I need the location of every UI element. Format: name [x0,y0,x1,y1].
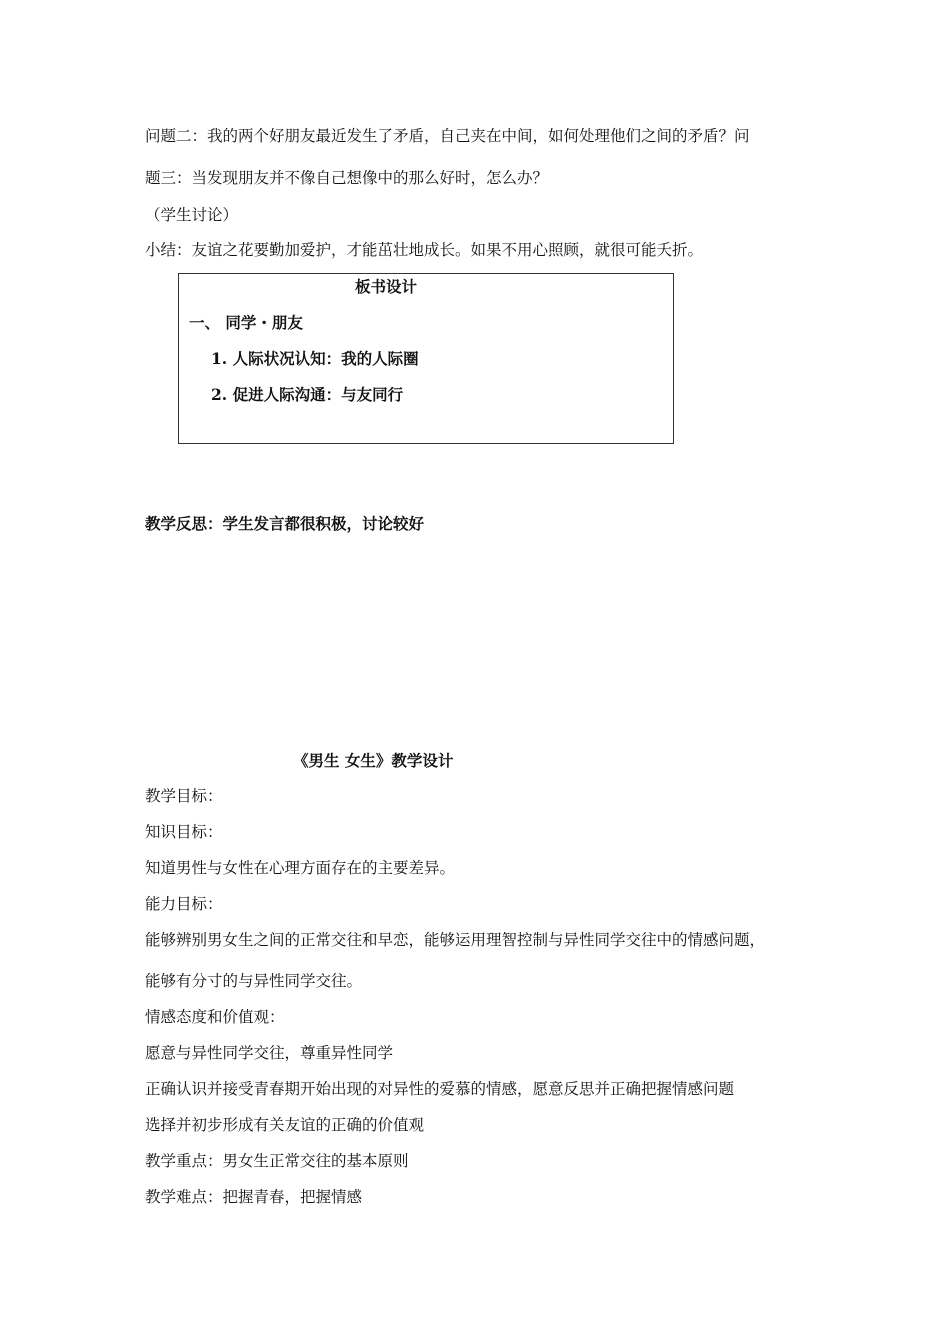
lesson-line: 能力目标： [145,895,223,913]
lesson-line: 教学重点：男女生正常交往的基本原则 [145,1152,409,1170]
question-three-text: 题三：当发现朋友并不像自己想像中的那么好时，怎么办？ [145,169,549,187]
summary-text: 小结：友谊之花要勤加爱护，才能茁壮地成长。如果不用心照顾，就很可能夭折。 [145,241,704,259]
lesson-title: 《男生 女生》教学设计 [293,751,454,770]
blackboard-item: 2. 促进人际沟通：与友同行 [211,385,404,404]
lesson-line: 知道男性与女性在心理方面存在的主要差异。 [145,859,456,877]
lesson-line: 能够有分寸的与异性同学交往。 [145,972,363,990]
blackboard-design-box [178,273,674,444]
lesson-line: 愿意与异性同学交往，尊重异性同学 [145,1044,394,1062]
question-two-text: 问题二：我的两个好朋友最近发生了矛盾，自己夹在中间，如何处理他们之间的矛盾？问 [145,127,750,145]
student-discussion-text: （学生讨论） [145,206,239,224]
lesson-line: 正确认识并接受青春期开始出现的对异性的爱慕的情感，愿意反思并正确把握情感问题 [145,1080,735,1098]
blackboard-section: 一、 同学・朋友 [189,313,303,332]
blackboard-item: 1. 人际状况认知：我的人际圈 [211,349,419,368]
teaching-reflection: 教学反思：学生发言都很积极，讨论较好 [145,514,425,533]
lesson-line: 教学难点：把握青春，把握情感 [145,1188,363,1206]
blackboard-title: 板书设计 [355,277,418,296]
lesson-line: 教学目标： [145,787,223,805]
lesson-line: 知识目标： [145,823,223,841]
lesson-line: 能够辨别男女生之间的正常交往和早恋，能够运用理智控制与异性同学交往中的情感问题， [145,931,766,949]
lesson-line: 选择并初步形成有关友谊的正确的价值观 [145,1116,425,1134]
lesson-line: 情感态度和价值观： [145,1008,285,1026]
